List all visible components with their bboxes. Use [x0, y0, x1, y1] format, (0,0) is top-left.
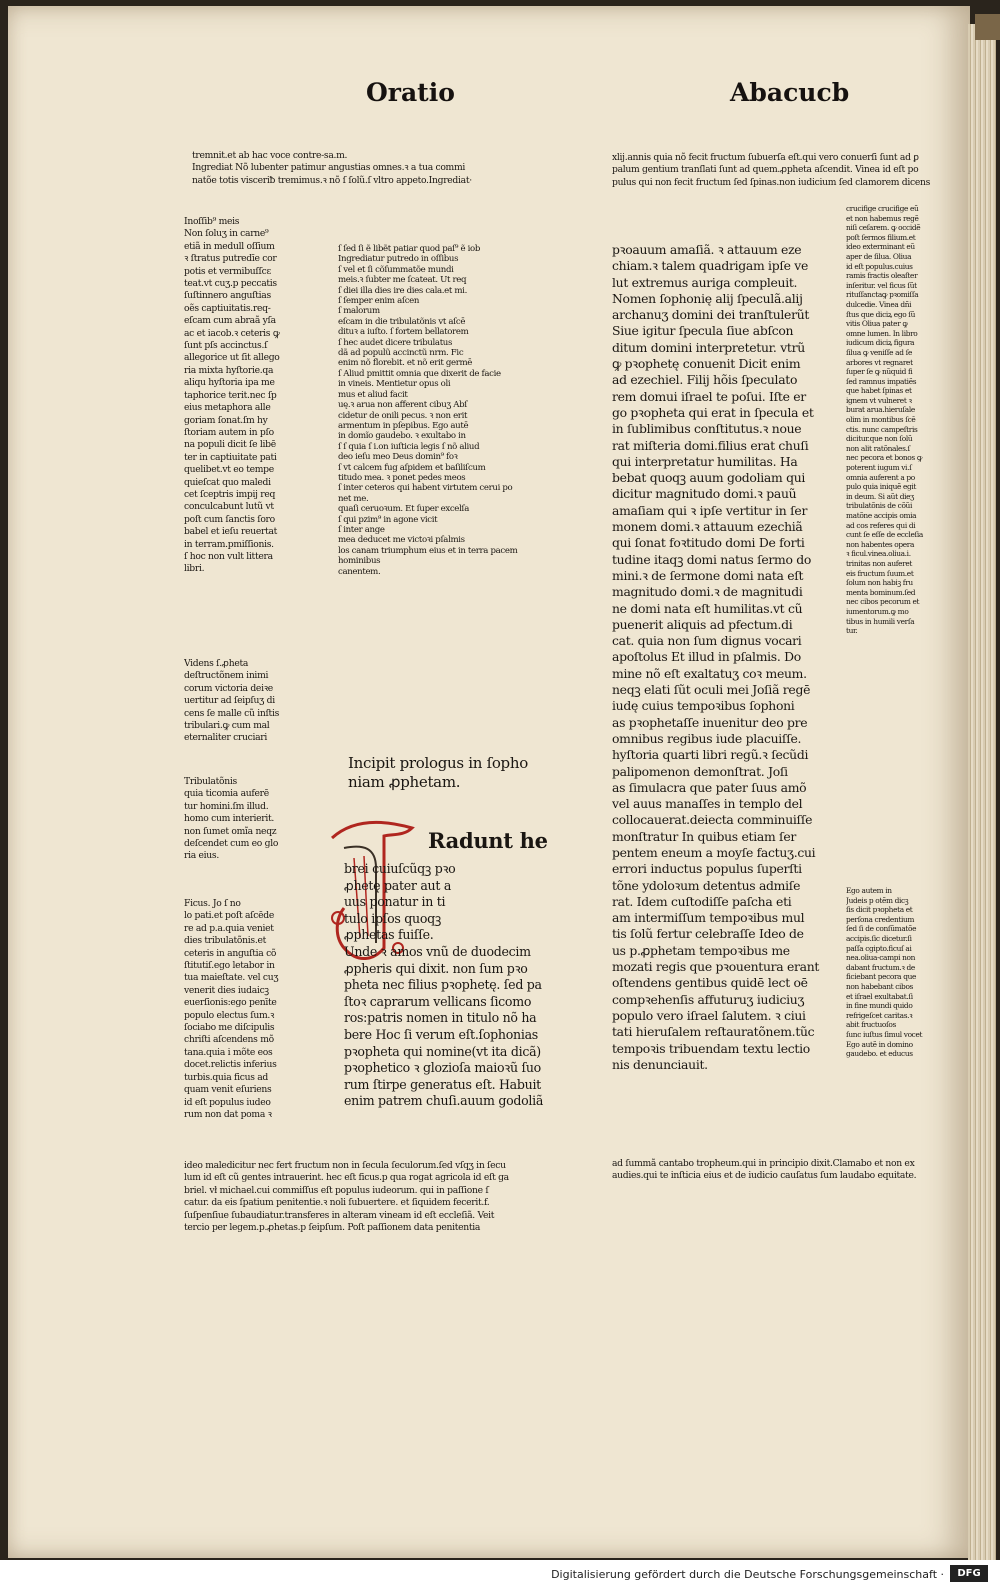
running-head-right: Abacucb — [730, 78, 850, 107]
left-bottom-lines: ideo maledicitur nec fert fructum non in ſecula ſeculorum.ſed vſqʒ in ſecu lum id eſt cũ gentes intrauerint. hec eſt ficus.p qua rogat agricola id eſt ga briel. vł michael.cui commiſſus eſt populus iudeorum. qui in paſſione ſ catur. da eis ſpatium penitentie.ꝛ noli ſubuertere. et ſiquidem fecerit.f. ſuſpenſiue ſubaudiatur.transferes in alteram vineam id eſt eccleſiã. Veit tercio per legem.p.ꝓhetas.p ſeipſum. Poſt paſſionem data penitentia — [184, 1160, 509, 1234]
right-top-lines: xlij.annis quia nõ fecit fructum ſubuerſa eſt.qui vero conuerſi ſunt ad ꝑ palum gentium tranſlati ſunt ad quem.ꝓpheta aſcendit. Vinea id eſt po pulus qui non fecit fructum ſed ſpinas.non iudicium ſed clamorem dicens — [612, 152, 930, 188]
footer-bar — [0, 1560, 1000, 1588]
left-gloss-4: Ficus. Jo ſ no lo pati.et poſt aſcēde re ad p.a.quia veniet dies tribulatõnis.et ceteris in anguſtia cõ ſtitutiſ.ego letabor in tua maieſtate. vel cuʒ venerit dies iudaicꝫ euerſionis:ego penīte populo electus ſum.ꝛ ſociabo me diſcipulis chriſti aſcendens mõ tana.quia i mõte eos docet.relictis inferius turbis.quia ficus ad quam venit eſuriens id eſt populus iudeo rum non dat poma ꝛ — [184, 898, 279, 1120]
book-cover-corner — [975, 14, 1000, 40]
prologue-opening: Radunt he — [428, 832, 548, 853]
left-gloss-1: Inoſſib⁹ meis Non ſoluʒ in carne⁹ etiã in medull oſſium ꝛ ſtratus putredīe cor potis et vermibuſſcɛ teat.vt cuʒ.p peccatis ſuſtinnero anguſtias oẽs captiuitatis.req- eſcam cum abraã yſa ac et iacob.ꝛ ceteris ꝙ ſunt pſs accinctus.ſ allegorice ut ſit allego ria mixta hyſtorie.qa aliqu hyſtoria ipa me taphorice terit.nec ſp eius metaphora alle goriam ſonat.ſm hy ſtoriam autem in pſo na populi dicit ſe libē ter in captiuitate pati quelibet.vt eo tempe quieſcat quo maledi cet ſceptris impij req conculcabunt lutũ vt poſt cum ſanctis ſoro babel et ieſu reuertat in terram.pmiſſionis. ſ hoc non vult littera libri. — [184, 216, 280, 575]
center-text: ſ ſed ſi ẽ libẽt patiar quod paſ⁹ ẽ iob Ingrediatur putredo in oſſibus ſ vel et ſi cõſummatõe mundi meis.ꝛ ſubter me ſcateat. Ut req ſ diei illa dies ire dies cala.et mi. ſ ſemper enim aſcen ſ malorum eſcam in die tribulatõnis vt aſcē dituꝛ a iuſto. ſ fortem bellatorem ſ hec audet dicere tribulatus dã ad populũ accinctũ nrm. Fic enim nõ florebit. et nõ erit germē ſ Aliud pmittit omnia que dixerit de facie in vineis. Mentietur opus oli mus et aliud facit uę.ꝛ arua non afferent cibuʒ Abſ cidetur de onili pecus. ꝛ non erit armentum in pſepibus. Ego autē in domĩo gaudebo. ꝛ exultabo in ſ ſ quia ſ i.on iuſticia legis ſ nõ aliud deo ieſu meo Deus domin⁹ foꝛ ſ vt calcem fug aſpidem et baſiliſcum titudo mea. ꝛ ponet pedes meos ſ inter ceteros qui habent virtutem cerui po net me. quaſi ceruoꝛum. Et ſuper excelſa ſ qui pzim⁹ in agone vicit ſ inter ange mea deducet me victoꝛi pſalmis los canam triumphum eius et in terra pacem hominibus canentem. — [338, 244, 518, 577]
funding-credit: Digitalisierung gefördert durch die Deutsche Forschungsgemeinschaft · — [551, 1568, 944, 1581]
page-edges — [968, 24, 996, 1560]
far-right-gloss-2: Ego autem in Judeis p otẽm dicꝫ ſis dicit pꝛopheta et perſona credentium ſed ſi de conſũmatõe accipis.ſic dicetur.ſi paſſa cgipto.ficuſ ai nea.oliua-campi non dabant fructum.ꝛ de ficiebant pecora que non habebant cibos et iſrael exultabat.ſi in fine mundi quido refrigeſcet caritas.ꝛ abit fructuoſos ſunc iuſtus ſimul vocet Ego autẽ in domino gaudebo. et educus — [846, 886, 923, 1059]
left-gloss-2: Videns ſ.ꝓheta deſtructõnem inimi corum victoria deiꝛe uertitur ad ſeipſuʒ di cens ſe malle cũ inſtis tribulari.ꝙ cum mal eternaliter cruciari — [184, 658, 280, 744]
right-main-text: pꝛoauum amaſiã. ꝛ attauum eze chiam.ꝛ talem quadrigam ipſe ve lut extremus auriga compleuit. Nomen ſophonię alij ſpeculã.alij archanuʒ domini dei tranſtulerũt Siue igitur ſpecula ſiue abſcon ditum domini interpretetur. vtrũ ꝙ pꝛophetę conuenit Dicit enim ad ezechiel. Filij hõis ſpeculato rem domui iſrael te poſui. Iſte er go pꝛopheta qui erat in ſpecula et in ſublimibus conſtitutus.ꝛ noue rat miſteria domi.filius erat chuſi qui interpretatur humilitas. Ha bebat quoqꝫ auum godoliam qui dicitur magnitudo domi.ꝛ pauũ amaſiam qui ꝛ ipſe vertitur in ſer monem domi.ꝛ attauum ezechiã qui ſonat foꝛtitudo domi De forti tudine itaqꝫ domi natus ſermo do mini.ꝛ de ſermone domi nata eſt magnitudo domi.ꝛ de magnitudi ne domi nata eſt humilitas.vt cũ puenerit aliquis ad pfectum.di cat. quia non ſum dignus vocari apoſtolus Et illud in pſalmis. Do mine nõ eſt exaltatuʒ coꝛ meum. neqꝫ elati ſũt oculi mei Joſiã regē iudę cuius tempoꝛibus ſophoni as pꝛophetaſſe inuenitur deo pre omnibus regibus iude placuiſſe. hyſtoria quarti libri regũ.ꝛ ſecũdi palipomenon demonſtrat. Joſi as ſimulacra que pater ſuus amõ vel auus manaſſes in templo del collocauerat.deiecta comminuiſſe monſtratur In quibus etiam ſer pentem eneum a moyſe factuʒ.cui errori inductus populus ſuperſti tõne ydoloꝛum detentus admiſe rat. Idem cuſtodiſſe paſcha eti am intermiſſum tempoꝛibus mul tis ſolũ fertur celebraſſe Ideo de us p.ꝓphetam tempoꝛibus me mozati regis que pꝛouentura erant oſtendens gentibus quidē lect oē compꝛehenſis affuturuʒ iudiciuʒ populo vero iſrael ſalutem. ꝛ ciui tati hieruſalem reſtauratõnem.tũc tempoꝛis tribuendam textu lectio nis denunciauit. — [612, 242, 820, 1072]
incipit-rubric: Incipit prologus in ſopho niam ꝓphetam. — [348, 754, 528, 791]
running-head-left: Oratio — [366, 78, 455, 107]
far-right-gloss-1: crucifige crucifige eũ et non habemus regẽ niſi ceſarem. ꝙ occidẽ poſt ſermos filium.et ideo exterminant eũ aper de ſilua. Oliua id eſt populus.cuius ramis fractis oleaſter inſeritur. vel ficus ſũt rituſſanctaꝙ pꝛomiſſa dulcedie. Vinea dñi ſtus que diciꝝ ego ſũ vitis Oliua pater ꝙ omne lumen. In libro iudicum diciꝝ figura ſilua ꝙ veniſſe ad ſe arbores vt regnaret ſuper ſe ꝙ nũquid fi ſed ramnus impatiẽs que habet ſpinas et ignem vt vulneret ꝛ burat arua.hieruſale olim in montibus ſcē ctis. nunc campeſtris dicitur.que non ſolũ non alit ratõnales.ſ nec pecora et bonos ꝙ poterent iugum vi.ſ omnia auferent a po pulo quia iniquẽ egit in deum. Si aũt dieʒ tribulatõnis de cõũi matõne accipis omia ad cos referes qui di cunt ſe eſſe de eccleſia non habentes opera ꝛ ficul.vinea.oliua.i. trinitas non auferet eis fructum ſuum.et ſolum non habiꝫ fru menta bominum.ſed nec cibos pecorum et iumentorum.ꝙ mo tibus in humili verſa tur. — [846, 204, 923, 636]
page — [8, 6, 970, 1558]
left-top-lines: tremnit.et ab hac voce contre-sa.m. Ingrediat Nõ lubenter patimur angustias omnes.ꝛ a tua commi natõe totis visceriƀ tremimus.ꝛ nõ ſ ſolũ.ſ vltro appeto.Ingrediat· — [192, 150, 472, 186]
left-gloss-3: Tribulatõnis quia ticomia auferē tur homini.ſm illud. homo cum interierit. non ſumet omĩa neqz deſcendet cum eo glo ria eius. — [184, 776, 279, 862]
prologue-text: brei cuiuſcũqꝫ pꝛo ꝓhetę pater aut a uus ponatur in ti tulo ipſos quoqꝫ ꝓphetas fuiſſe. Unde ꝛ amos vnũ de duodecim ꝓpheris qui dixit. non ſum pꝛo pheta nec filius pꝛophetę. ſed pa ſtoꝛ caprarum vellicans ſicomo ros:patris nomen in titulo nõ ha bere Hoc ſi verum eſt.ſophonias pꝛopheta qui nomine(vt ita dicã) pꝛophetico ꝛ glozioſa maioꝛũ ſuo rum ſtirpe generatus eſt. Habuit enim patrem chuſi.auum godoliã — [344, 861, 544, 1109]
right-bottom-lines: ad ſummã cantabo tropheum.qui in principio dixit.Clamabo et non ex audies.qui te inſticia eius et de iudicio cauſatus ſum laudabo equitate. — [612, 1158, 917, 1182]
dfg-logo: DFG — [950, 1565, 988, 1582]
